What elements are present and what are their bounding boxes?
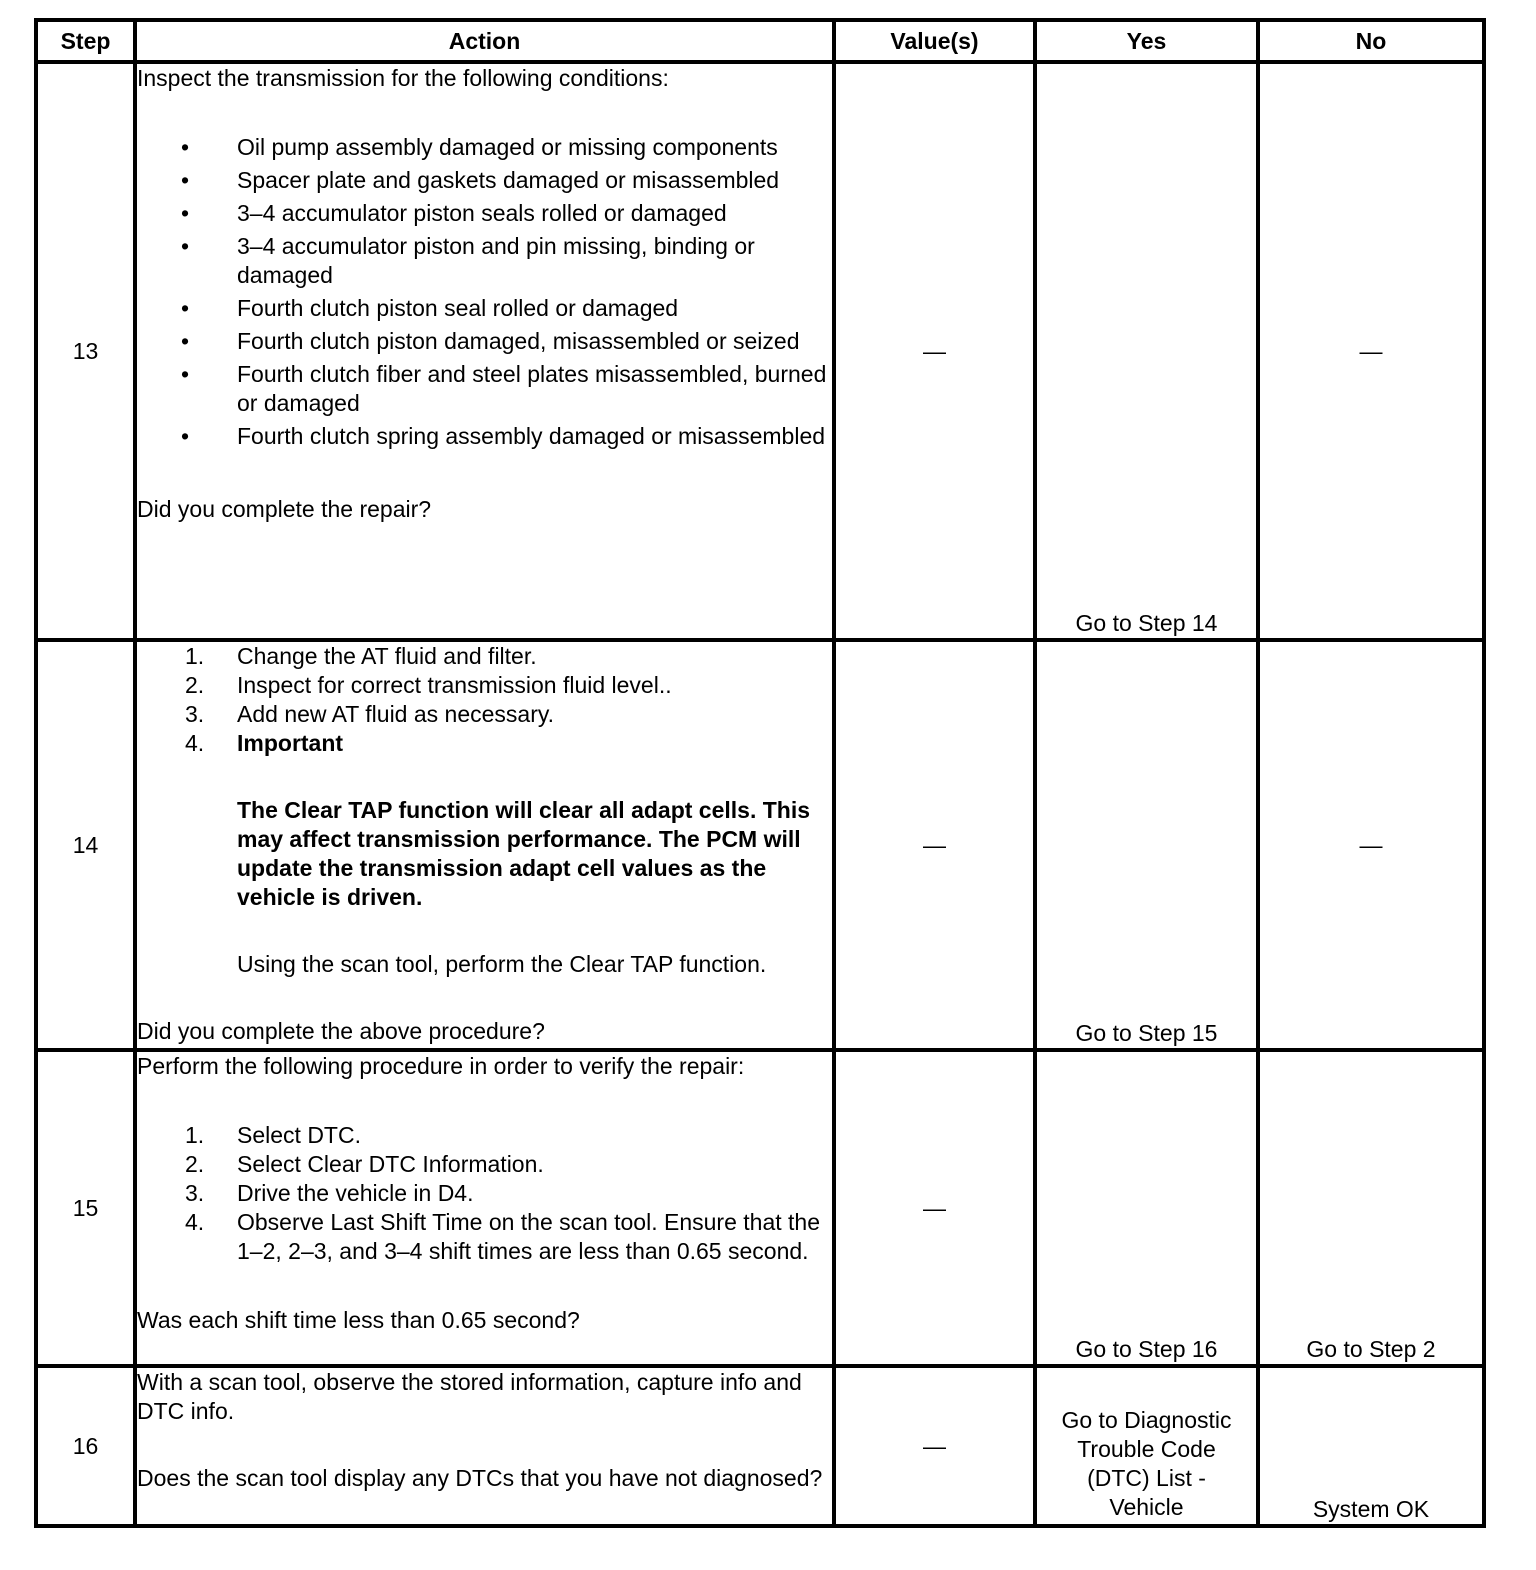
important-label: Important (237, 730, 344, 756)
action-question: Did you complete the repair? (137, 496, 432, 522)
action-cell (135, 640, 834, 1050)
header-values: Value(s) (834, 20, 1035, 62)
value-cell: — (834, 640, 1035, 1050)
list-item: 2. Inspect for correct transmission fluid level.. (185, 672, 672, 698)
action-question: Does the scan tool display any DTCs that you have not diagnosed? (137, 1465, 823, 1491)
action-cell (135, 1050, 834, 1366)
list-item: • Spacer plate and gaskets damaged or misassembled (181, 167, 780, 193)
action-cell (135, 62, 834, 640)
bullet-icon: • (181, 233, 190, 259)
header-step: Step (36, 20, 135, 62)
bullet-icon: • (181, 200, 190, 226)
yes-cell: Go to Step 14 (1035, 62, 1258, 640)
action-intro: With a scan tool, observe the stored information, capture info and DTC info. (137, 1369, 802, 1424)
step-number: 14 (36, 640, 135, 1050)
action-question: Was each shift time less than 0.65 second? (137, 1307, 580, 1333)
table-row-step-15 (36, 1050, 1484, 1366)
bullet-icon: • (181, 423, 190, 449)
list-item: • Fourth clutch piston damaged, misassembled or seized (181, 328, 800, 354)
important-note: The Clear TAP function will clear all adapt cells. This may affect transmission performance. The PCM will update the transmission adapt cell values as the vehicle is driven. (237, 797, 811, 910)
value-cell: — (834, 1050, 1035, 1366)
header-no: No (1258, 20, 1484, 62)
header-action: Action (135, 20, 834, 62)
table-row-step-13 (36, 62, 1484, 640)
list-item: • Fourth clutch fiber and steel plates misassembled, burned or damaged (181, 361, 827, 416)
list-item: 1. Select DTC. (185, 1122, 361, 1148)
yes-cell: Go to Step 16 (1035, 1050, 1258, 1366)
no-cell: — (1258, 62, 1484, 640)
list-item: 3. Drive the vehicle in D4. (185, 1180, 474, 1206)
step-number: 15 (36, 1050, 135, 1366)
list-item: • Oil pump assembly damaged or missing components (181, 134, 778, 160)
value-cell: — (834, 62, 1035, 640)
list-item: 1. Change the AT fluid and filter. (185, 643, 537, 669)
value-cell: — (834, 1366, 1035, 1526)
bullet-icon: • (181, 361, 190, 387)
no-cell: — (1258, 640, 1484, 1050)
verify-procedure-list (137, 1121, 832, 1266)
no-cell: System OK (1258, 1366, 1484, 1526)
bullet-icon: • (181, 328, 190, 354)
action-intro: Perform the following procedure in order to verify the repair: (137, 1053, 745, 1079)
list-item: 3. Add new AT fluid as necessary. (185, 701, 555, 727)
list-item: 4. Important The Clear TAP function will clear all adapt cells. This may affect transmission performance. The PCM will update the transmission adapt cell values as the vehicle is driven. Using the scan tool, perform the Clear TAP function. (137, 729, 832, 979)
list-item: • Fourth clutch spring assembly damaged or misassembled (181, 423, 826, 449)
table-row-step-14 (36, 640, 1484, 1050)
yes-cell: Go to Step 15 (1035, 640, 1258, 1050)
bullet-icon: • (181, 295, 190, 321)
step-number: 13 (36, 62, 135, 640)
clear-tap-instruction: Using the scan tool, perform the Clear TAP function. (237, 951, 767, 977)
step-number: 16 (36, 1366, 135, 1526)
condition-list (137, 133, 832, 451)
list-item: • 3–4 accumulator piston seals rolled or damaged (181, 200, 727, 226)
action-intro: Inspect the transmission for the following conditions: (137, 65, 669, 91)
list-item: • Fourth clutch piston seal rolled or damaged (181, 295, 679, 321)
header-row (36, 20, 1484, 62)
table-row-step-16 (36, 1366, 1484, 1526)
bullet-icon: • (181, 167, 190, 193)
bullet-icon: • (181, 134, 190, 160)
yes-cell: Go to Diagnostic Trouble Code (DTC) List - Vehicle (1035, 1366, 1258, 1526)
action-question: Did you complete the above procedure? (137, 1018, 545, 1044)
procedure-list (137, 642, 832, 979)
diagnostic-table (34, 18, 1486, 1528)
list-item: 2. Select Clear DTC Information. (185, 1151, 544, 1177)
no-cell: Go to Step 2 (1258, 1050, 1484, 1366)
action-cell (135, 1366, 834, 1526)
header-yes: Yes (1035, 20, 1258, 62)
list-item: 4. Observe Last Shift Time on the scan tool. Ensure that the 1–2, 2–3, and 3–4 shift times are less than 0.65 second. (185, 1209, 820, 1264)
list-item: • 3–4 accumulator piston and pin missing, binding or damaged (181, 233, 755, 288)
